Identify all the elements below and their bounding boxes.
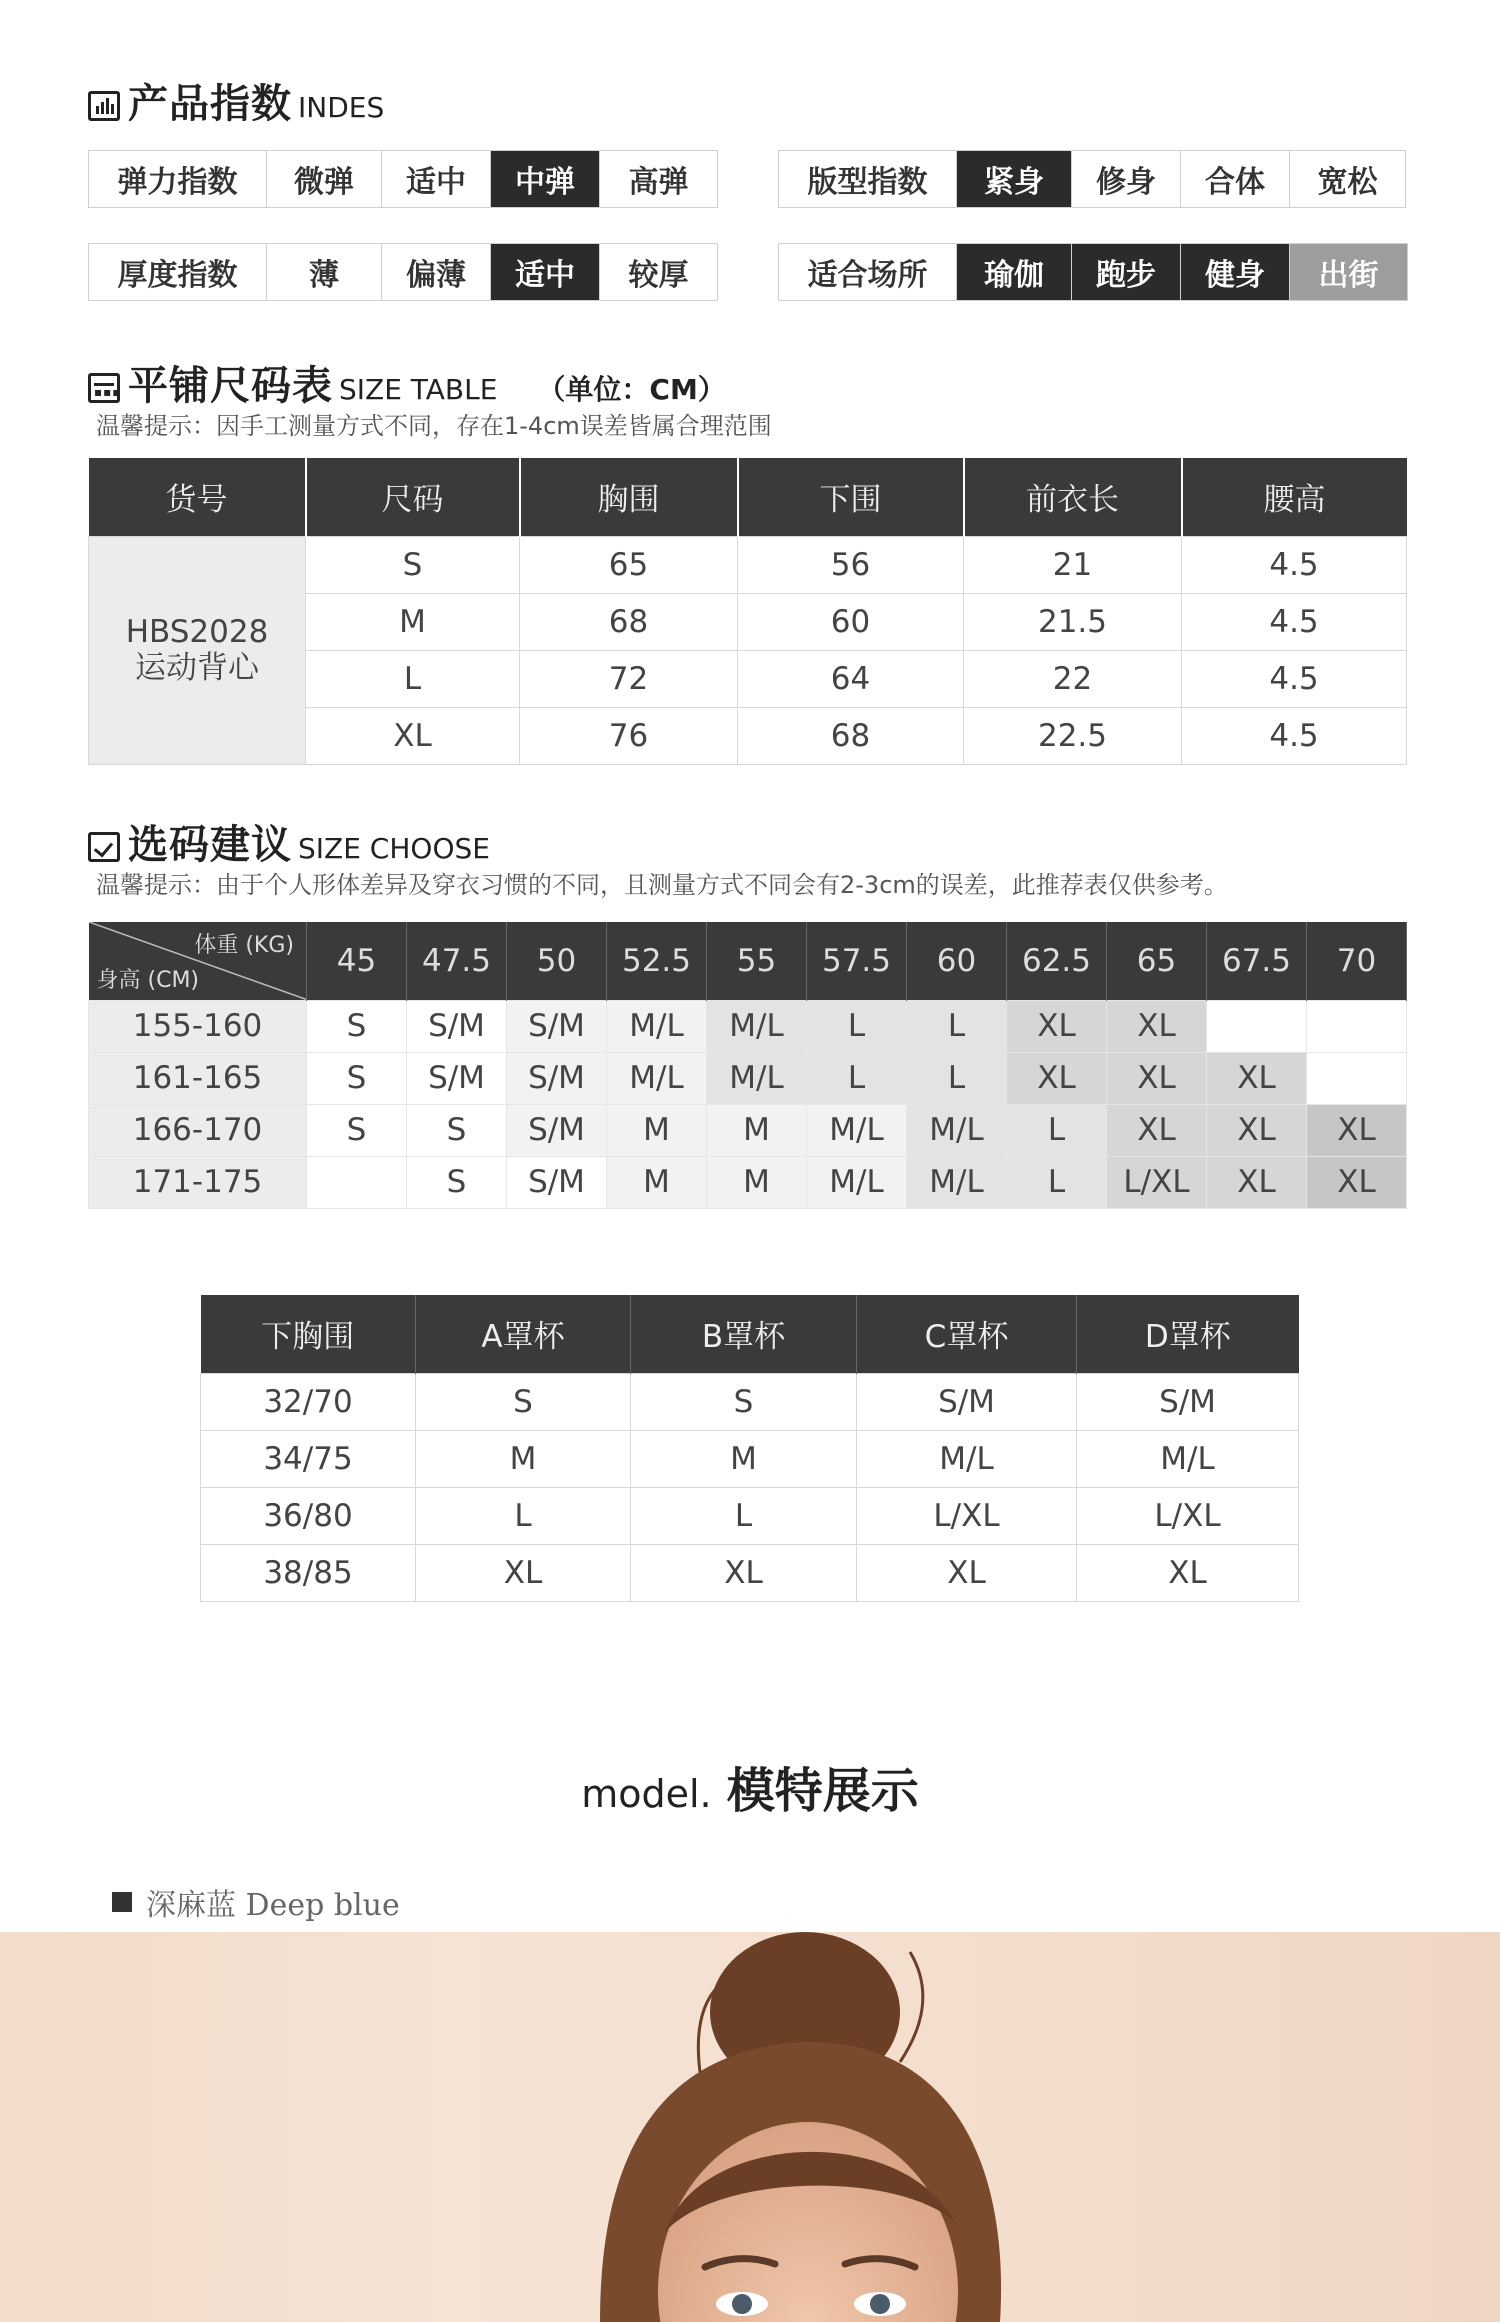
table-row <box>201 1544 1299 1601</box>
table-cell: 60 <box>738 593 964 650</box>
occasion-label: 适合场所 <box>779 244 957 300</box>
item-code: HBS2028 <box>125 614 269 650</box>
recommended-size-cell: S/M <box>407 1052 507 1104</box>
cup-size-table <box>200 1295 1299 1602</box>
table-row <box>201 1373 1299 1430</box>
recommended-size-cell: L <box>1007 1104 1107 1156</box>
size-table-header-row <box>89 458 1407 536</box>
recommended-size-cell: XL <box>1207 1156 1307 1208</box>
recommended-size-cell: M <box>607 1104 707 1156</box>
recommended-size-cell: M <box>707 1104 807 1156</box>
weight-header: 70 <box>1307 922 1407 1000</box>
recommended-size-cell: S/M <box>507 1104 607 1156</box>
table-cell: L <box>306 650 520 707</box>
weight-header: 60 <box>907 922 1007 1000</box>
fit-option-selected: 紧身 <box>957 151 1072 207</box>
corner-height-label: 身高 (CM) <box>96 967 200 993</box>
table-cell: XL <box>631 1544 857 1601</box>
elasticity-label: 弹力指数 <box>89 151 267 207</box>
recommended-size-cell: XL <box>1207 1052 1307 1104</box>
thickness-option: 偏薄 <box>382 244 491 300</box>
occasion-option-selected: 健身 <box>1181 244 1290 300</box>
table-cell: 65 <box>520 536 738 593</box>
recommended-size-cell: XL <box>1307 1104 1407 1156</box>
recommended-size-cell: XL <box>1107 1000 1207 1052</box>
weight-header: 62.5 <box>1007 922 1107 1000</box>
table-cell: 64 <box>738 650 964 707</box>
index-heading <box>88 72 384 129</box>
table-cell: XL <box>416 1544 631 1601</box>
table-cell: 21.5 <box>964 593 1182 650</box>
recommended-size-cell: XL <box>1207 1104 1307 1156</box>
fit-option: 宽松 <box>1317 165 1378 200</box>
recommended-size-cell <box>1307 1000 1407 1052</box>
recommended-size-cell: L <box>807 1000 907 1052</box>
size-choose-header-row <box>89 922 1407 1000</box>
bar-chart-icon <box>88 91 120 121</box>
elasticity-option: 高弹 <box>628 165 689 200</box>
recommended-size-cell: M/L <box>707 1052 807 1104</box>
weight-header: 50 <box>507 922 607 1000</box>
cup-header-row <box>201 1295 1299 1373</box>
column-header: 下胸围 <box>201 1295 416 1373</box>
color-variant-label <box>112 1880 400 1924</box>
height-range-cell: 161-165 <box>89 1052 307 1104</box>
recommended-size-cell <box>1207 1000 1307 1052</box>
table-row <box>201 1430 1299 1487</box>
height-range-cell: 155-160 <box>89 1000 307 1052</box>
model-photo <box>0 1932 1500 2322</box>
table-cell: M/L <box>857 1430 1077 1487</box>
table-cell: L/XL <box>857 1487 1077 1544</box>
table-cell: L/XL <box>1077 1487 1299 1544</box>
table-cell: 21 <box>964 536 1182 593</box>
table-cell: S <box>306 536 520 593</box>
table-row <box>89 536 1407 593</box>
square-bullet-icon <box>112 1892 132 1912</box>
weight-header: 67.5 <box>1207 922 1307 1000</box>
recommended-size-cell: L <box>907 1052 1007 1104</box>
table-cell: 38/85 <box>201 1544 416 1601</box>
size-choose-heading <box>88 813 490 870</box>
recommended-size-cell <box>307 1156 407 1208</box>
table-cell: 68 <box>520 593 738 650</box>
column-header: 胸围 <box>520 458 738 536</box>
recommended-size-cell: M/L <box>907 1104 1007 1156</box>
index-title: 产品指数 <box>128 81 292 127</box>
occasion-option-partial: 出街 <box>1290 244 1407 300</box>
recommended-size-cell: XL <box>1107 1052 1207 1104</box>
column-header: A罩杯 <box>416 1295 631 1373</box>
size-table-unit: （单位：CM） <box>537 373 726 406</box>
recommended-size-cell: S/M <box>407 1000 507 1052</box>
thickness-option: 较厚 <box>628 258 689 293</box>
table-row <box>89 1000 1407 1052</box>
recommended-size-cell: L <box>807 1052 907 1104</box>
thickness-option: 薄 <box>267 244 382 300</box>
model-portrait-illustration <box>0 1932 1500 2322</box>
table-cell: 68 <box>738 707 964 764</box>
table-cell: S/M <box>857 1373 1077 1430</box>
table-row <box>89 1156 1407 1208</box>
recommended-size-cell: L/XL <box>1107 1156 1207 1208</box>
size-choose-title-en: SIZE CHOOSE <box>298 832 490 865</box>
weight-header: 57.5 <box>807 922 907 1000</box>
table-cell: S/M <box>1077 1373 1299 1430</box>
recommended-size-cell: S <box>307 1000 407 1052</box>
recommended-size-cell: L <box>907 1000 1007 1052</box>
table-row <box>89 1052 1407 1104</box>
column-header: D罩杯 <box>1077 1295 1299 1373</box>
thickness-option-selected: 适中 <box>491 244 600 300</box>
table-cell: M/L <box>1077 1430 1299 1487</box>
item-cell <box>89 536 306 764</box>
table-cell: 22.5 <box>964 707 1182 764</box>
checkbox-icon <box>88 832 120 862</box>
corner-weight-label: 体重 (KG) <box>194 933 294 958</box>
table-cell: 56 <box>738 536 964 593</box>
recommended-size-cell: S <box>307 1052 407 1104</box>
recommended-size-cell: M/L <box>907 1156 1007 1208</box>
fit-label: 版型指数 <box>779 151 957 207</box>
column-header: 尺码 <box>306 458 520 536</box>
fit-index-row <box>778 150 1406 208</box>
recommended-size-cell: S/M <box>507 1052 607 1104</box>
table-cell: 36/80 <box>201 1487 416 1544</box>
recommended-size-cell: M/L <box>607 1000 707 1052</box>
recommended-size-cell: XL <box>1007 1000 1107 1052</box>
recommended-size-cell: M/L <box>707 1000 807 1052</box>
occasion-option-selected: 跑步 <box>1072 244 1181 300</box>
table-cell: L <box>631 1487 857 1544</box>
model-title-cn: 模特展示 <box>726 1763 919 1819</box>
table-cell: 32/70 <box>201 1373 416 1430</box>
size-choose-title: 选码建议 <box>128 822 292 868</box>
weight-header: 55 <box>707 922 807 1000</box>
size-choose-hint: 温馨提示：由于个人形体差异及穿衣习惯的不同，且测量方式不同会有2-3cm的误差，此推荐表仅供参考。 <box>96 871 1228 899</box>
table-cell: S <box>631 1373 857 1430</box>
thickness-label: 厚度指数 <box>89 244 267 300</box>
column-header: B罩杯 <box>631 1295 857 1373</box>
weight-header: 65 <box>1107 922 1207 1000</box>
item-name: 运动背心 <box>135 650 259 686</box>
table-cell: M <box>306 593 520 650</box>
corner-cell <box>89 922 307 1000</box>
fit-option: 合体 <box>1181 151 1290 207</box>
size-table-title: 平铺尺码表 <box>128 363 333 409</box>
table-cell: 4.5 <box>1182 536 1407 593</box>
recommended-size-cell: M/L <box>807 1104 907 1156</box>
table-row <box>89 1104 1407 1156</box>
recommended-size-cell: S <box>407 1156 507 1208</box>
recommended-size-cell: S/M <box>507 1000 607 1052</box>
table-cell: 34/75 <box>201 1430 416 1487</box>
weight-header: 52.5 <box>607 922 707 1000</box>
recommended-size-cell: M <box>607 1156 707 1208</box>
table-cell: L <box>416 1487 631 1544</box>
height-range-cell: 171-175 <box>89 1156 307 1208</box>
weight-header: 45 <box>307 922 407 1000</box>
table-cell: 72 <box>520 650 738 707</box>
fit-option: 修身 <box>1072 151 1181 207</box>
elasticity-option: 适中 <box>382 151 491 207</box>
size-table-title-en: SIZE TABLE <box>339 373 498 406</box>
recommended-size-cell: XL <box>1307 1156 1407 1208</box>
table-cell: XL <box>1077 1544 1299 1601</box>
table-cell: 4.5 <box>1182 707 1407 764</box>
recommended-size-cell <box>1307 1052 1407 1104</box>
table-cell: 4.5 <box>1182 593 1407 650</box>
elasticity-option: 微弹 <box>267 151 382 207</box>
thickness-index-row <box>88 243 718 301</box>
recommended-size-cell: XL <box>1107 1104 1207 1156</box>
index-title-en: INDES <box>298 91 385 124</box>
table-cell: XL <box>857 1544 1077 1601</box>
recommended-size-cell: M/L <box>607 1052 707 1104</box>
table-row <box>201 1487 1299 1544</box>
table-cell: M <box>631 1430 857 1487</box>
recommended-size-cell: S <box>407 1104 507 1156</box>
color-name: 深麻蓝 Deep blue <box>146 1888 400 1923</box>
model-heading <box>0 1752 1500 1821</box>
column-header: 下围 <box>738 458 964 536</box>
table-cell: 76 <box>520 707 738 764</box>
height-range-cell: 166-170 <box>89 1104 307 1156</box>
column-header: C罩杯 <box>857 1295 1077 1373</box>
table-cell: XL <box>306 707 520 764</box>
weight-header: 47.5 <box>407 922 507 1000</box>
occasion-index-row <box>778 243 1408 301</box>
recommended-size-cell: XL <box>1007 1052 1107 1104</box>
recommended-size-cell: M/L <box>807 1156 907 1208</box>
recommended-size-cell: M <box>707 1156 807 1208</box>
table-cell: 22 <box>964 650 1182 707</box>
size-table-heading <box>88 354 726 411</box>
size-table <box>88 458 1407 765</box>
column-header: 货号 <box>89 458 306 536</box>
table-cell: M <box>416 1430 631 1487</box>
model-title-en: model. <box>581 1772 712 1816</box>
elasticity-index-row <box>88 150 718 208</box>
elasticity-option-selected: 中弹 <box>491 151 600 207</box>
recommended-size-cell: S/M <box>507 1156 607 1208</box>
calendar-icon <box>88 373 120 403</box>
occasion-option-selected: 瑜伽 <box>957 244 1072 300</box>
table-cell: S <box>416 1373 631 1430</box>
recommended-size-cell: L <box>1007 1156 1107 1208</box>
column-header: 腰高 <box>1182 458 1407 536</box>
size-table-hint: 温馨提示：因手工测量方式不同，存在1-4cm误差皆属合理范围 <box>96 412 772 440</box>
column-header: 前衣长 <box>964 458 1182 536</box>
size-choose-table <box>88 922 1407 1209</box>
table-cell: 4.5 <box>1182 650 1407 707</box>
recommended-size-cell: S <box>307 1104 407 1156</box>
